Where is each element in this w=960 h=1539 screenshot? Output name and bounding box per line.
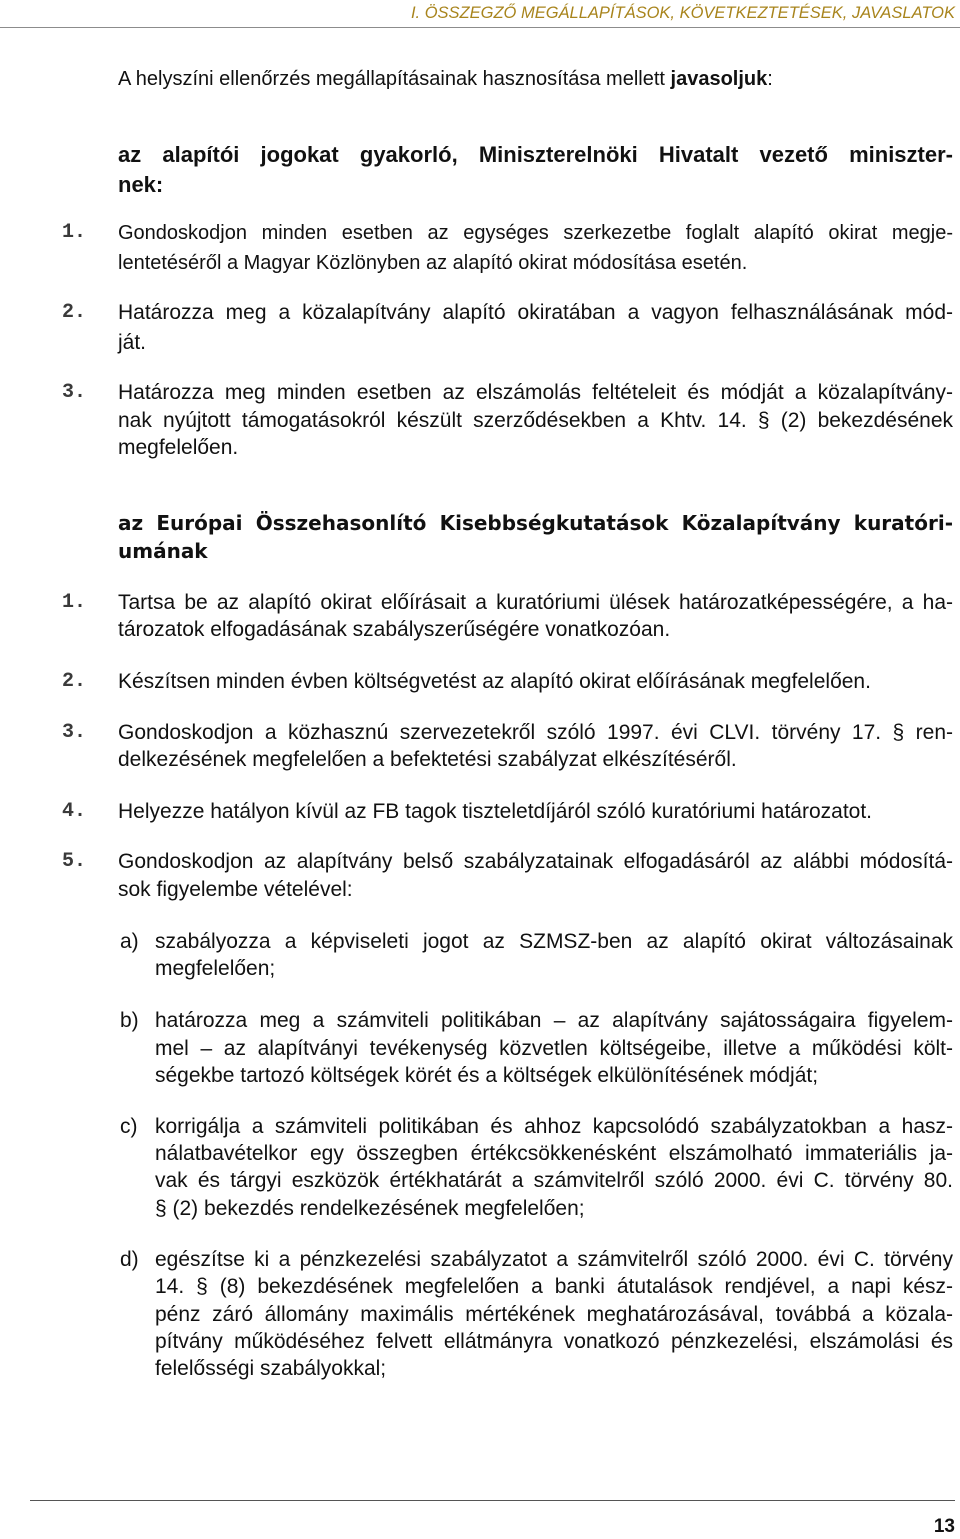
heading-line: umának <box>118 539 208 563</box>
item-text <box>118 848 953 904</box>
sub-item-text-line: korrigálja a számviteli politikában és ahhoz kapcsolódó szabályzatokban a hasz- <box>155 1115 953 1138</box>
item-text-line: Határozza meg a közalapítvány alapító okiratában a vagyon felhasználásának mód- <box>118 301 953 324</box>
item-number: 3. <box>62 721 87 744</box>
item-text-line: sok figyelembe vételével: <box>118 878 353 901</box>
sub-item-text <box>155 1007 953 1090</box>
sub-item-text-line: egészítse ki a pénzkezelési szabályzatot a számvitelről szóló 2000. évi C. törvény <box>155 1248 953 1271</box>
footer-rule <box>30 1500 955 1501</box>
sub-item-text <box>155 928 953 982</box>
item-text-line: Határozza meg minden esetben az elszámolás feltételeit és módját a közalapítvány- <box>118 381 953 404</box>
recommendation-item <box>62 218 953 278</box>
running-header-title: I. ÖSSZEGZŐ MEGÁLLAPÍTÁSOK, KÖVETKEZTETÉSEK, JAVASLATOK <box>410 4 955 22</box>
sub-item-text-line: pítvány működéséhez felvett ellátmányra vonatkozó pénzkezelési, elszámolási és <box>155 1329 953 1353</box>
item-number: 2. <box>62 670 87 693</box>
item-text <box>118 719 953 773</box>
sub-item-text-line: § (2) bekezdés rendelkezésének megfelelően; <box>155 1196 585 1220</box>
sub-item <box>120 1246 953 1382</box>
item-text <box>118 218 953 278</box>
item-text <box>118 379 953 462</box>
item-text-line: ját. <box>118 331 147 354</box>
intro-sentence <box>118 65 953 93</box>
sub-item-text-line: vak és tárgyi eszközök értékhatárát a számvitelről szóló 2000. évi C. törvény 80. <box>155 1169 953 1193</box>
sub-item-text-line: határozza meg a számviteli politikában – az alapítvány sajátosságaira figyelem- <box>155 1009 953 1032</box>
recommendation-item <box>62 848 953 904</box>
recommendation-item <box>62 798 953 826</box>
item-number: 3. <box>62 381 87 404</box>
item-text-line: Helyezze hatályon kívül az FB tagok tiszteletdíjáról szóló kuratóriumi határozatot. <box>118 800 873 823</box>
page-number: 13 <box>933 1516 955 1537</box>
item-text-line: Gondoskodjon a közhasznú szervezetekről szóló 1997. évi CLVI. törvény 17. § ren- <box>118 721 953 744</box>
heading-line: az alapítói jogokat gyakorló, Miniszterelnöki Hivatalt vezető miniszter- <box>118 142 953 167</box>
sub-item <box>120 1007 953 1090</box>
item-text-line: megfelelően. <box>118 436 239 459</box>
item-text-line: Gondoskodjon az alapítvány belső szabályzatainak elfogadásáról az alábbi módosítá- <box>118 850 953 873</box>
sub-item-text-line: felelősségi szabályokkal; <box>155 1357 387 1381</box>
sub-item-text-line: megfelelően; <box>155 957 276 980</box>
item-text-line: Készítsen minden évben költségvetést az alapító okirat előírásának megfelelően. <box>118 670 871 693</box>
sub-item-text-line: mel – az alapítványi tevékenység közvetlen költségeibe, illetve a működési költ- <box>155 1036 953 1060</box>
sub-item-text-line: nálatbavételkor egy összegben értékcsökkenésként elszámolható immateriális ja- <box>155 1142 953 1166</box>
sub-item <box>120 1113 953 1222</box>
sub-item-text <box>155 1246 953 1382</box>
item-number: 4. <box>62 800 87 823</box>
sub-item-text-line: ségekbe tartozó költségek körét és a költségek elkülönítésének módját; <box>155 1064 819 1087</box>
recipient-heading <box>118 140 953 200</box>
item-number: 2. <box>62 301 87 324</box>
running-header <box>0 0 960 28</box>
item-text-line: lentetéséről a Magyar Közlönyben az alapító okirat módosítása esetén. <box>118 252 748 274</box>
sub-item <box>120 928 953 982</box>
sub-item-text-line: 14. § (8) bekezdésének megfelelően a banki átutalások rendjével, a napi kész- <box>155 1275 953 1299</box>
heading-line: az Európai Összehasonlító Kisebbségkutatások Közalapítvány kuratóri- <box>118 511 953 535</box>
sub-item-text <box>155 1113 953 1222</box>
recipient-heading <box>118 509 953 565</box>
item-text <box>118 589 953 643</box>
sub-item-label: b) <box>120 1009 139 1032</box>
item-text <box>118 668 953 696</box>
recommendation-item <box>62 668 953 696</box>
sub-item-text-line: szabályozza a képviseleti jogot az SZMSZ-ben az alapító okirat változásainak <box>155 930 953 953</box>
item-text <box>118 298 953 358</box>
item-number: 1. <box>62 221 87 244</box>
recommendation-item <box>62 379 953 462</box>
item-number: 5. <box>62 850 87 873</box>
item-text <box>118 798 953 826</box>
item-text-line: Gondoskodjon minden esetben az egységes szerkezetbe foglalt alapító okirat megje- <box>118 222 953 244</box>
recommendation-item <box>62 589 953 643</box>
intro-text: A helyszíni ellenőrzés megállapításainak hasznosítása mellett <box>118 68 671 90</box>
item-text-line: tározatok elfogadásának szabályszerűségére vonatkozóan. <box>118 618 671 641</box>
sub-item-text-line: pénz záró állomány maximális mértékének meghatározásával, továbbá a közala- <box>155 1302 953 1326</box>
intro-emphasis: javasoljuk <box>670 68 768 90</box>
sub-item-label: a) <box>120 930 139 953</box>
heading-line: nek: <box>118 172 164 197</box>
recommendation-item <box>62 298 953 358</box>
item-text-line: nak nyújtott támogatásokról készült szerződésekben a Khtv. 14. § (2) bekezdésének <box>118 408 953 432</box>
item-text-line: Tartsa be az alapító okirat előírásait a kuratóriumi ülések határozatképességére, a ha- <box>118 591 953 614</box>
item-text-line: delkezésének megfelelően a befektetési szabályzat elkészítéséről. <box>118 748 737 771</box>
sub-item-label: d) <box>120 1248 139 1271</box>
intro-colon: : <box>767 68 773 90</box>
item-number: 1. <box>62 591 87 614</box>
recommendation-item <box>62 719 953 773</box>
sub-item-label: c) <box>120 1115 138 1138</box>
